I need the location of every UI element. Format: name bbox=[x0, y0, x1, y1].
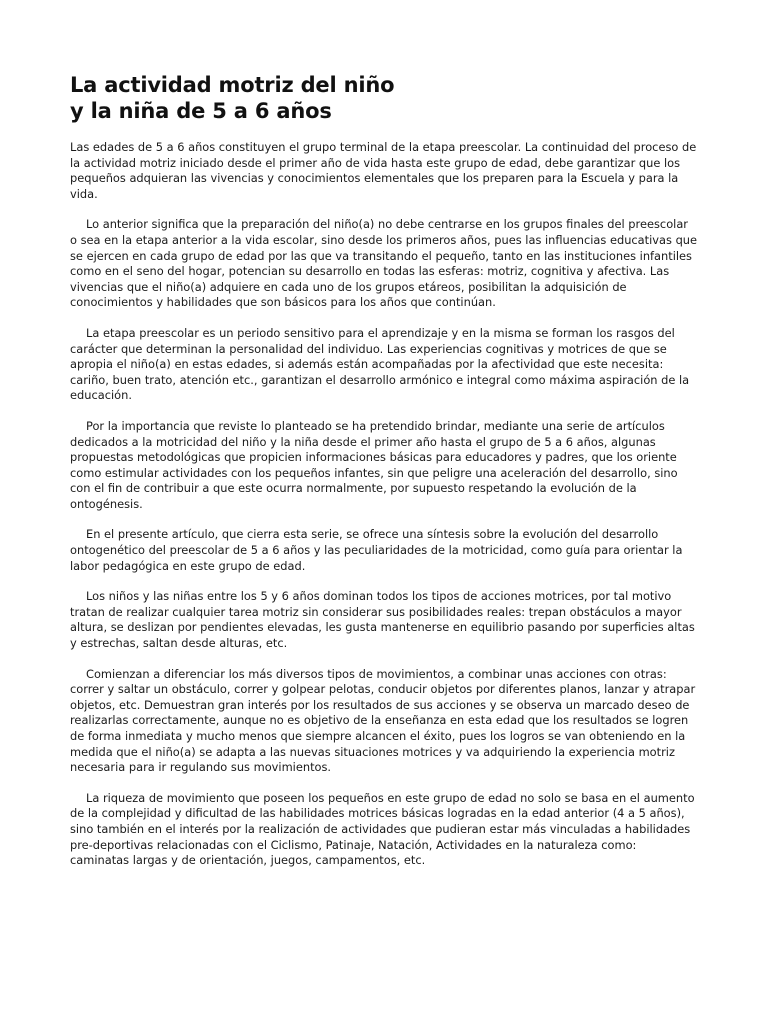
paragraph-6: Los niños y las niñas entre los 5 y 6 años dominan todos los tipos de acciones motrices, por tal motivo tratan de realizar cualquier tarea motriz sin considerar sus posibilidades reales: trepan obstáculos a mayor altura, se deslizan por pendientes elevadas, les gusta mantenerse en equilibrio pasando por superficies altas y estrechas, saltan desde alturas, etc. bbox=[70, 589, 695, 651]
paragraph-7: Comienzan a diferenciar los más diversos tipos de movimientos, a combinar unas acciones con otras: correr y saltar un obstáculo, correr y golpear pelotas, conducir objetos por diferentes planos, lanzar y atrapar objetos, etc. Demuestran gran interés por los resultados de sus acciones y se observa un marcado deseo de realizarlas correctamente, aunque no es objetivo de la enseñanza en esta edad que los resultados se logren de forma inmediata y mucho menos que siempre alcancen el éxito, pues los logros se van obteniendo en la medida que el niño(a) se adapta a las nuevas situaciones motrices y va adquiriendo la experiencia motriz necesaria para ir regulando sus movimientos. bbox=[70, 666, 696, 775]
title-line-2: y la niña de 5 a 6 años bbox=[70, 99, 332, 123]
paragraph-5: En el presente artículo, que cierra esta serie, se ofrece una síntesis sobre la evolución del desarrollo ontogenético del preescolar de 5 a 6 años y las peculiaridades de la motricidad, como guía para orientar la labor pedagógica en este grupo de edad. bbox=[70, 527, 683, 573]
paragraph-4: Por la importancia que reviste lo planteado se ha pretendido brindar, mediante una serie de artículos dedicados a la motricidad del niño y la niña desde el primer año hasta el grupo de 5 a 6 años, algunas propuestas metodológicas que propicien informaciones básicas para educadores y padres, que los oriente como estimular actividades con los pequeños infantes, sin que peligre una aceleración del desarrollo, sino con el fin de contribuir a que este ocurra normalmente, por supuesto respetando la evolución de la ontogénesis. bbox=[70, 418, 678, 511]
document-title bbox=[70, 72, 698, 124]
paragraph-2: Lo anterior significa que la preparación del niño(a) no debe centrarse en los grupos finales del preescolar o sea en la etapa anterior a la vida escolar, sino desde los primeros años, pues las influencias educativas que se ejercen en cada grupo de edad por las que va transitando el pequeño, tanto en las instituciones infantiles como en el seno del hogar, potencian su desarrollo en todas las esferas: motriz, cognitiva y afectiva. Las vivencias que el niño(a) adquiere en cada uno de los grupos etáreos, posibilitan la adquisición de conocimientos y habilidades que son básicos para los años que continúan. bbox=[70, 217, 698, 310]
document-page bbox=[70, 72, 698, 884]
paragraph-3: La etapa preescolar es un periodo sensitivo para el aprendizaje y en la misma se forman los rasgos del carácter que determinan la personalidad del individuo. Las experiencias cognitivas y motrices de que se apropia el niño(a) en estas edades, si además están acompañadas por la afectividad que este necesita: cariño, buen trato, atención etc., garantizan el desarrollo armónico e integral como máxima aspiración de la educación. bbox=[70, 325, 690, 403]
title-line-1: La actividad motriz del niño bbox=[70, 73, 395, 97]
paragraph-1: Las edades de 5 a 6 años constituyen el grupo terminal de la etapa preescolar. La continuidad del proceso de la actividad motriz iniciado desde el primer año de vida hasta este grupo de edad, debe garantizar que los pequeños adquieran las vivencias y conocimientos elementales que los preparen para la Escuela y para la vida. bbox=[70, 140, 697, 201]
paragraph-8: La riqueza de movimiento que poseen los pequeños en este grupo de edad no solo se basa en el aumento de la complejidad y dificultad de las habilidades motrices básicas logradas en la edad anterior (4 a 5 años), sino también en el interés por la realización de actividades que pudieran estar más vinculadas a habilidades pre-deportivas relacionadas con el Ciclismo, Patinaje, Natación, Actividades en la naturaleza como: caminatas largas y de orientación, juegos, campamentos, etc. bbox=[70, 790, 695, 868]
